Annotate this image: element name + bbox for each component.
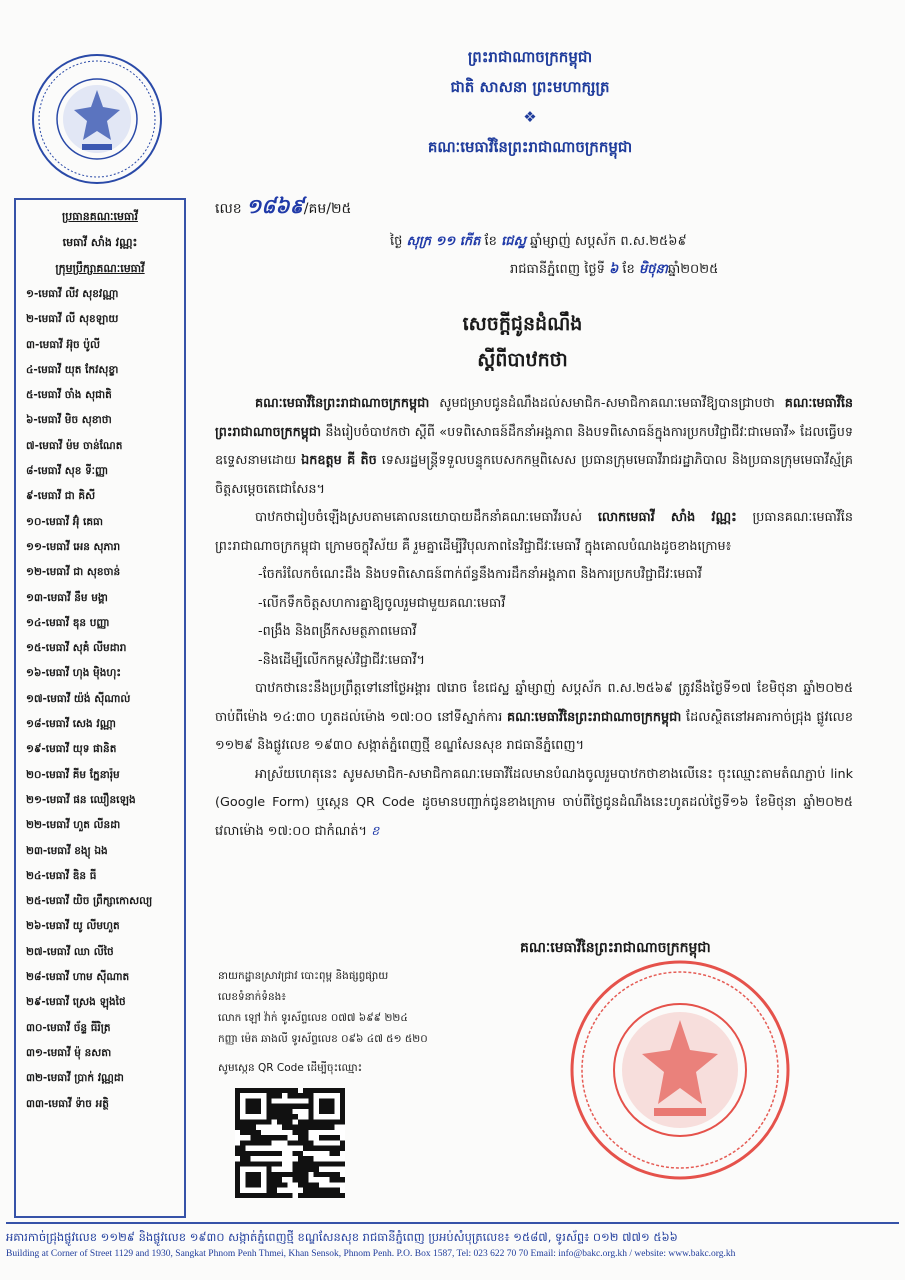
registration-qr-code[interactable] xyxy=(235,1088,345,1198)
contact-info xyxy=(218,966,428,1079)
solar-date xyxy=(510,261,718,280)
paragraph-3: បាឋកថានេះនឹងប្រព្រឹត្តទៅនៅថ្ងៃអង្គារ ៧រោច ខែជេស្ឋ ឆ្នាំម្សាញ់ សប្តស័ក ព.ស.២៥៦៩ ត្រូវនឹងថ្ងៃទី១៧ ខែមិថុនា ឆ្នាំ២០២៥ ចាប់ពីម៉ោង ១៤:៣០ ហូតដល់ម៉ោង ១៧:០០ នៅទីស្នាក់ការ គណៈមេធាវីនៃព្រះរាជាណាចក្រកម្ពុជា ដែលស្ថិតនៅអគារកាច់ជ្រុង ផ្លូវលេខ ១១២៩ និងផ្លូវលេខ ១៩៣០ សង្កាត់ភ្នំពេញថ្មី ខណ្ឌសែនសុខ រាជធានីភ្នំពេញ។ xyxy=(215,681,853,753)
department-name: នាយកដ្ឋានស្រាវជ្រាវ បោះពុម្ព និងផ្សព្វផ្សាយ xyxy=(218,970,389,982)
day-label: ថ្ងៃ xyxy=(390,234,403,249)
notice-title xyxy=(215,306,830,378)
solar-day: ៦ xyxy=(609,262,619,277)
lunar-day: សុក្រ ១១ កើត xyxy=(406,234,481,249)
council-member: ១២-មេធាវី ជា សុខចាន់ xyxy=(26,566,121,579)
contact-label: លេខទំនាក់ទំនង៖ xyxy=(218,991,286,1003)
council-member: ១០-មេធាវី អ៊ុំ គេធា xyxy=(26,515,104,528)
paragraph-4: អាស្រ័យហេតុនេះ សូមសមាជិក-សមាជិកាគណៈមេធាវីដែលមានបំណងចូលរួមបាឋកថាខាងលើនេះ ចុះឈ្មោះតាមតំណភ្ជាប់ link (Google Form) ឬស្កេន QR Code ដូចមានបញ្ជាក់ជូនខាងក្រោម ចាប់ពីថ្ងៃជូនដំណឹងនេះហូតដល់ថ្ងៃទី១៦ ខែមិថុនា ឆ្នាំ២០២៥ វេលាម៉ោង ១៧:០០ ជាកំណត់។ ខ xyxy=(215,766,853,839)
solar-month-label: ខែ xyxy=(622,262,635,277)
council-member: ១៧-មេធាវី យ៉ង់ ស៊ីណាល់ xyxy=(26,692,131,705)
council-member: ២៦-មេធាវី យូ លីមហួត xyxy=(26,920,120,933)
council-member: ៣២-មេធាវី ប្រាក់ វណ្ណដា xyxy=(26,1072,124,1085)
solar-year: ឆ្នាំ២០២៥ xyxy=(667,262,719,277)
lunar-month: ជេស្ឋ xyxy=(501,234,526,249)
objectives-list xyxy=(215,561,853,675)
president-title: ប្រធានគណៈមេធាវី xyxy=(62,210,138,223)
council-member: ២០-មេធាវី គីម កែ្ននារ៉ុម xyxy=(26,768,120,781)
objective-item: -និងដើម្បីលើកកម្ពស់វិជ្ជាជីវៈមេធាវី។ xyxy=(258,652,425,668)
lunar-date xyxy=(390,233,687,252)
objective-item: -ចែករំលែកចំណេះដឹង និងបទពិសោធន៍ពាក់ព័ន្ធនឹងការដឹកនាំអង្គភាព និងការប្រកបវិជ្ជាជីវៈមេធាវី xyxy=(258,567,702,582)
council-member: ២៥-មេធាវី យិច ព្រឹក្សាកោសល្យ xyxy=(26,895,153,908)
council-member: ៣១-មេធាវី ម៉ុ នសតា xyxy=(26,1046,112,1059)
contact-person-2: កញ្ញា ម៉េត ឆាងលី ទូរស័ព្ទលេខ ០៩៦ ៤៧ ៥១ ៥២០ xyxy=(218,1033,428,1045)
council-member: ៣៣-មេធាវី ទ៉ាច អត្ថិ xyxy=(26,1097,109,1110)
objective-item: -លើកទឹកចិត្តសហការគ្នាឱ្យចូលរួមជាមួយគណៈមេធាវី xyxy=(258,595,506,611)
council-member: ១៣-មេធាវី នឹម មង្គា xyxy=(26,591,108,604)
council-member: ១១-មេធាវី អេន សុភារា xyxy=(26,540,121,553)
bar-association-seal xyxy=(30,52,164,186)
council-member: ៣០-មេធាវី ច័ន្ទ ធីរិត្រ xyxy=(26,1021,111,1034)
council-member: ២-មេធាវី លី សុខឡាយ xyxy=(26,313,119,326)
council-member: ១៤-មេធាវី ឌុន បញ្ញា xyxy=(26,616,110,629)
council-member: ២៧-មេធាវី ឈា លីថៃ xyxy=(26,945,114,958)
place-label: រាជធានីភ្នំពេញ ថ្ងៃទី xyxy=(510,262,605,277)
council-member: ៦-មេធាវី មិច សុខាថា xyxy=(26,414,112,427)
title-line-2: ស្តីពីបាឋកថា xyxy=(477,349,568,371)
objective-item: -ពង្រឹង និងពង្រីកសមត្ថភាពមេធាវី xyxy=(258,624,417,639)
council-member: ២១-មេធាវី ផន ឈឿនឡេង xyxy=(26,793,136,806)
council-member: ៣-មេធាវី អ៊ុច ប៉ូលី xyxy=(26,338,100,351)
handwritten-initials: ខ xyxy=(371,823,380,839)
page-footer xyxy=(6,1222,899,1262)
document-header xyxy=(360,42,700,162)
council-member: ៧-មេធាវី ម៉ម ចាន់ណែត xyxy=(26,439,123,452)
council-member: ៤-មេធាវី យុត កែវសុខ្ខា xyxy=(26,363,119,376)
contact-person-1: លោក ឡៅ វ៉ាក់ ទូរស័ព្ទលេខ ០៧៧ ៦៩៩ ២២៤ xyxy=(218,1012,408,1024)
title-line-1: សេចក្តីជូនដំណឹង xyxy=(462,313,583,335)
council-member: ២៤-មេធាវី ឌិន ធី xyxy=(26,869,97,882)
organization-name: គណៈមេធាវីនៃព្រះរាជាណាចក្រកម្ពុជា xyxy=(427,138,633,156)
council-member: ១៨-មេធាវី សេង វណ្ណា xyxy=(26,718,116,731)
reference-label: លេខ xyxy=(215,201,242,217)
footer-address-en: Building at Corner of Street 1129 and 1930, Sangkat Phnom Penh Thmei, Khan Sensok, Phnom Penh. P.O. Box 1587, Tel: 023 622 70 70 Email: info@bakc.org.kh / website: www.bakc.org.kh xyxy=(6,1249,736,1259)
reference-number xyxy=(215,193,351,223)
council-member: ៩-មេធាវី ជា គិសី xyxy=(26,490,96,503)
reference-value: ១៨៦៩ xyxy=(246,194,304,218)
paragraph-2: បាឋកថារៀបចំឡើងស្របតាមគោលនយោបាយដឹកនាំគណៈមេធាវីរបស់ លោកមេធាវី សាំង វណ្ណះ ប្រធានគណៈមេធាវីនៃព្រះរាជាណាចក្រកម្ពុជា ក្រោមចក្ខុវិស័យ គឺ រួមគ្នាដើម្បីវិបុលភាពនៃវិជ្ជាជីវៈមេធាវី ក្នុងគោលបំណងដូចខាងក្រោម៖ xyxy=(215,510,853,554)
council-sidebar xyxy=(14,198,186,1218)
notice-body xyxy=(215,390,853,846)
ornament-icon: ❖ xyxy=(523,108,537,126)
council-member: ២៩-មេធាវី ស្រេង ឡុងថៃ xyxy=(26,996,126,1009)
council-member: ១៩-មេធាវី យុទ ផានិត xyxy=(26,743,117,756)
paragraph-1: គណៈមេធាវីនៃព្រះរាជាណាចក្រកម្ពុជា សូមជម្រាបជូនដំណឹងដល់សមាជិក-សមាជិកាគណៈមេធាវីឱ្យបានជ្រាបថា គណៈមេធាវីនៃព្រះរាជាណាចក្រកម្ពុជា នឹងរៀបចំបាឋកថា ស្តីពី «បទពិសោធន៍ដឹកនាំអង្គភាព និងបទពិសោធន៍ក្នុងការប្រកបវិជ្ជាជីវៈជាមេធាវី» ដែលធ្វើបទឧទ្ទេសនាមដោយ ឯកឧត្តម គី តិច ទេសរដ្ឋមន្ត្រីទទួលបន្ទុកបេសកកម្មពិសេស ប្រធានក្រុមមេធាវីរាជរដ្ឋាភិបាល និងប្រធានក្រុមមេធាវីស្ម័គ្រចិត្តសម្តេចតេជោសែន។ xyxy=(215,396,853,497)
lunar-year: ឆ្នាំម្សាញ់ សប្តស័ក ព.ស.២៥៦៩ xyxy=(529,234,687,249)
council-members-list xyxy=(16,282,184,1117)
president-name: មេធាវី សាំង វណ្ណះ xyxy=(62,236,138,249)
council-member: ៨-មេធាវី សុខ ទីៈញ្ញា xyxy=(26,465,109,478)
reference-suffix: /គម/២៥ xyxy=(303,201,352,217)
solar-month: មិថុនា xyxy=(638,262,668,277)
council-member: ២២-មេធាវី ហួត លីនដា xyxy=(26,819,121,832)
signing-organization: គណៈមេធាវីនៃព្រះរាជាណាចក្រកម្ពុជា xyxy=(520,940,711,956)
official-stamp xyxy=(568,958,793,1183)
council-member: ១៥-មេធាវី សុគំ លីមដារា xyxy=(26,642,127,655)
kingdom-title: ព្រះរាជាណាចក្រកម្ពុជា xyxy=(467,48,593,66)
month-label: ខែ xyxy=(484,234,497,249)
council-title: ក្រុមប្រឹក្សាគណៈមេធាវី xyxy=(55,262,145,275)
council-member: ៥-មេធាវី ចាំង សុជាតិ xyxy=(26,389,112,402)
qr-label: សូមស្កេន QR Code ដើម្បីចុះឈ្មោះ xyxy=(218,1062,363,1074)
council-member: ២៣-មេធាវី ខង្យុ ឯង xyxy=(26,844,108,857)
council-member: ១៦-មេធាវី ហុង ម៉ិងហុះ xyxy=(26,667,121,680)
council-member: ២៨-មេធាវី ហាម ស៊ីណាត xyxy=(26,971,130,984)
footer-address-kh: អគារកាច់ជ្រុងផ្លូវលេខ ១១២៩ និងផ្លូវលេខ ១៩៣០ សង្កាត់ភ្នំពេញថ្មី ខណ្ឌសែនសុខ រាជធានីភ្នំពេញ ប្រអប់សំបុត្រលេខ៖ ១៥៨៧, ទូរស័ព្ទ៖ ០១២ ៧៧១ ៥៦៦ xyxy=(6,1230,678,1244)
council-member: ១-មេធាវី លីវ សុខវណ្ណា xyxy=(26,288,119,300)
national-motto: ជាតិ សាសនា ព្រះមហាក្សត្រ xyxy=(450,78,610,96)
